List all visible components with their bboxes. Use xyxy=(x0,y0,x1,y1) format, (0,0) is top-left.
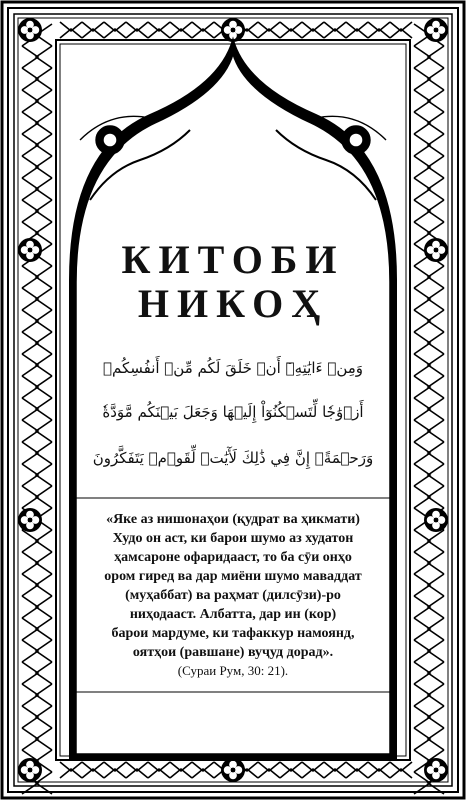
arabic-verse-line-2: أَزۡوَٰجٗا لِّتَسۡكُنُوٓاْ إِلَيۡهَا وَجَعَلَ بَيۡنَكُم مَّوَدَّةٗ xyxy=(102,403,364,421)
rosette-ornament xyxy=(18,508,42,532)
translation-line-2: Худо он аст, ки барои шумо аз худатон xyxy=(112,531,354,546)
arabic-verse-line-1: وَمِنۡ ءَايَٰتِهِۦٓ أَنۡ خَلَقَ لَكُم مِّنۡ أَنفُسِكُمۡ xyxy=(102,359,364,377)
arabic-verse-line-3: وَرَحۡمَةًۚ إِنَّ فِي ذَٰلِكَ لَأٓيَٰتٖ لِّقَوۡمٖ يَتَفَكَّرُونَ xyxy=(92,449,374,467)
rosette-ornament xyxy=(424,758,448,782)
rosette-ornament xyxy=(221,758,245,782)
rosette-ornament xyxy=(424,238,448,262)
translation-line-6: ниҳодааст. Албатта, дар ин (кор) xyxy=(129,607,337,622)
translation-line-5: (муҳаббат) ва раҳмат (дилсӯзи)-ро xyxy=(125,588,341,603)
rosette-ornament xyxy=(18,758,42,782)
translation-line-4: ором гиред ва дар миёни шумо маваддат xyxy=(104,569,362,584)
translation-line-8: оятҳои (равшане) вуҷуд дорад». xyxy=(132,645,334,660)
translation-line-1: «Яке аз нишонаҳои (қудрат ва ҳикмати) xyxy=(106,512,360,527)
rosette-ornament xyxy=(18,18,42,42)
translation-line-7: барои мардуме, ки тафаккур намоянд, xyxy=(111,626,355,641)
rosette-ornament xyxy=(424,18,448,42)
book-title-line-2: НИКОҲ xyxy=(137,281,329,326)
book-title-line-1: КИТОБИ xyxy=(121,237,345,282)
surah-citation: (Сураи Рум, 30: 21). xyxy=(177,663,289,678)
translation-line-3: ҳамсароне офаридааст, то ба сӯи онҳо xyxy=(114,550,352,565)
rosette-ornament xyxy=(424,508,448,532)
rosette-ornament xyxy=(18,238,42,262)
